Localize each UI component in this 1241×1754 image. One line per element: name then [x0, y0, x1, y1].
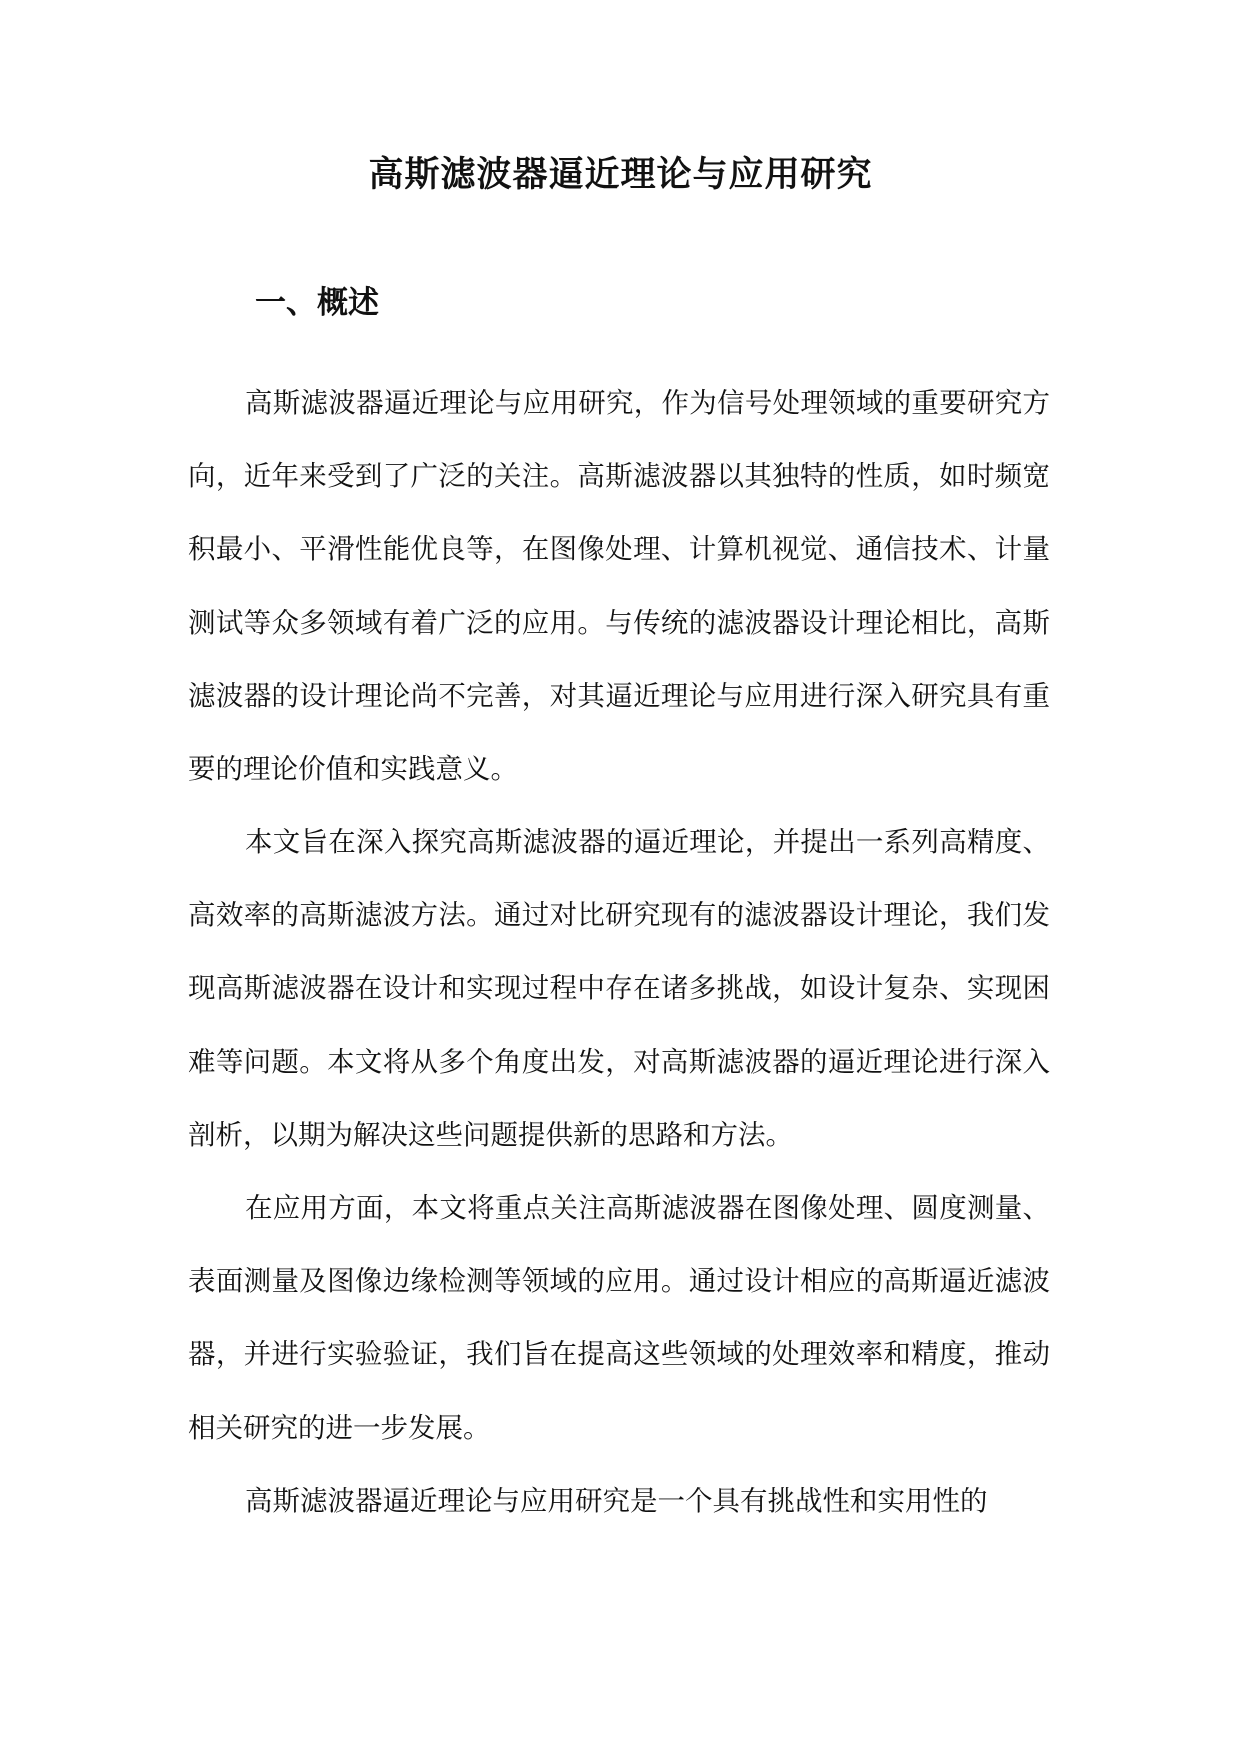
document-title: 高斯滤波器逼近理论与应用研究	[368, 154, 873, 195]
section-heading: 一、概述	[255, 285, 379, 321]
paragraph: 高斯滤波器逼近理论与应用研究，作为信号处理领域的重要研究方向，近年来受到了广泛的关注。高斯滤波器以其独特的性质，如时频宽积最小、平滑性能优良等，在图像处理、计算机视觉、通信技术、计量测试等众多领域有着广泛的应用。与传统的滤波器设计理论相比，高斯滤波器的设计理论尚不完善，对其逼近理论与应用进行深入研究具有重要的理论价值和实践意义。	[188, 387, 1050, 786]
paragraph: 高斯滤波器逼近理论与应用研究是一个具有挑战性和实用性的	[245, 1485, 988, 1517]
paragraph: 在应用方面，本文将重点关注高斯滤波器在图像处理、圆度测量、表面测量及图像边缘检测等领域的应用。通过设计相应的高斯逼近滤波器，并进行实验验证，我们旨在提高这些领域的处理效率和精度，推动相关研究的进一步发展。	[188, 1192, 1050, 1444]
paragraph: 本文旨在深入探究高斯滤波器的逼近理论，并提出一系列高精度、高效率的高斯滤波方法。通过对比研究现有的滤波器设计理论，我们发现高斯滤波器在设计和实现过程中存在诸多挑战，如设计复杂、实现困难等问题。本文将从多个角度出发，对高斯滤波器的逼近理论进行深入剖析，以期为解决这些问题提供新的思路和方法。	[188, 826, 1050, 1151]
